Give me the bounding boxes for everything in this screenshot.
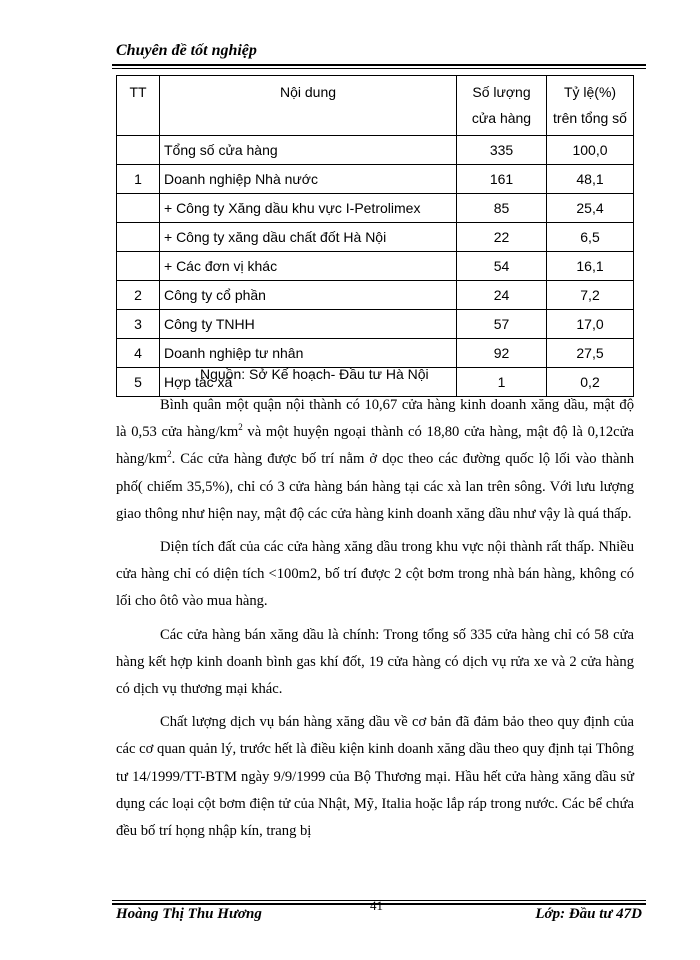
cell-tt: 1 [117,165,160,194]
table-header-row [117,76,634,136]
cell-content: + Các đơn vị khác [160,252,457,281]
paragraph-quality: Chất lượng dịch vụ bán hàng xăng dầu về cơ bản đã đảm bảo theo quy định của các cơ quan quản lý, trước hết là điều kiện kinh doanh xăng dầu theo quy định tại Thông tư 14/1999/TT-BTM ngày 9/9/1999 của Bộ Thương mại. Hầu hết cửa hàng xăng dầu sử dụng các loại cột bơm điện tử của Nhật, Mỹ, Italia hoặc lắp ráp trong nước. Các bể chứa đều bố trí họng nhập kín, trang bị [116,714,634,840]
superscript-2: 2 [238,422,243,433]
cell-content: Công ty cổ phần [160,281,457,310]
cell-tt [117,223,160,252]
cell-count: 161 [457,165,547,194]
cell-ratio: 7,2 [547,281,634,310]
cell-ratio: 48,1 [547,165,634,194]
cell-tt: 3 [117,310,160,339]
footer-author: Hoàng Thị Thu Hương [116,906,262,922]
table-row [117,310,634,339]
store-statistics-table [116,75,634,397]
table-row [117,136,634,165]
cell-content: Doanh nghiệp tư nhân [160,339,457,368]
cell-content: Công ty TNHH [160,310,457,339]
cell-ratio: 27,5 [547,339,634,368]
table-row [117,281,634,310]
table-row [117,194,634,223]
cell-count: 57 [457,310,547,339]
table-row [117,252,634,281]
cell-content: Tổng số cửa hàng [160,136,457,165]
cell-ratio: 6,5 [547,223,634,252]
table-body [117,136,634,397]
paragraph-land-area: Diện tích đất của các cửa hàng xăng dầu trong khu vực nội thành rất thấp. Nhiều cửa hàng chỉ có diện tích <100m2, bố trí được 2 cột bơm trong nhà bán hàng, không có lối cho ôtô vào mua hàng. [116,539,634,610]
cell-count: 22 [457,223,547,252]
footer-class: Lớp: Đầu tư 47D [535,906,642,922]
paragraph-services: Các cửa hàng bán xăng dầu là chính: Trong tổng số 335 cửa hàng chỉ có 58 cửa hàng kết hợp kinh doanh bình gas khí đốt, 19 cửa hàng có dịch vụ rửa xe và 2 cửa hàng có dịch vụ thương mại khác. [116,626,634,698]
cell-content: Doanh nghiệp Nhà nước [160,165,457,194]
header-ratio: Tỷ lệ(%) trên tổng số [547,76,634,136]
header-content: Nội dung [160,76,457,136]
cell-content: Hợp tác xã [160,368,457,397]
cell-tt: 5 [117,368,160,397]
header-rule [112,64,646,66]
cell-content: + Công ty xăng dầu chất đốt Hà Nội [160,223,457,252]
table-row [117,165,634,194]
cell-count: 1 [457,368,547,397]
cell-ratio: 16,1 [547,252,634,281]
cell-content: + Công ty Xăng dầu khu vực I-Petrolimex [160,194,457,223]
body-text [116,392,634,851]
cell-count: 24 [457,281,547,310]
page-number: 41 [370,898,383,913]
page-header-title: Chuyên đề tốt nghiệp [116,42,257,59]
cell-ratio: 100,0 [547,136,634,165]
cell-ratio: 0,2 [547,368,634,397]
table-row [117,339,634,368]
header-tt: TT [117,76,160,136]
header-count: Số lượng cửa hàng [457,76,547,136]
cell-tt [117,194,160,223]
paragraph-density [116,392,634,528]
cell-ratio: 17,0 [547,310,634,339]
cell-ratio: 25,4 [547,194,634,223]
superscript-2: 2 [167,449,172,460]
paragraph-density-part-b: và một huyện ngoại thành có 18,80 cửa hàng, mật độ là 0,12cửa hàng/km [116,424,634,468]
cell-tt [117,252,160,281]
paragraph-density-part-c: . Các cửa hàng được bố trí nằm ở dọc theo các đường quốc lộ lối vào thành phố( chiếm 35,5%), chỉ có 3 cửa hàng bán hàng tại các xà lan trên sông. Với lưu lượng giao thông như hiện nay, mật độ các cửa hàng kinh doanh xăng dầu như vậy là quá thấp. [116,451,634,522]
table-source-note: Nguồn: Sở Kế hoạch- Đầu tư Hà Nội [200,366,429,382]
cell-count: 92 [457,339,547,368]
cell-count: 54 [457,252,547,281]
cell-count: 85 [457,194,547,223]
header-rule-thin [112,68,646,69]
paragraph-density-part-a: Bình quân một quận nội thành có 10,67 cửa hàng kinh doanh xăng dầu, mật độ là 0,53 cửa hàng/km [116,397,634,441]
cell-count: 335 [457,136,547,165]
cell-tt: 2 [117,281,160,310]
table-row [117,223,634,252]
cell-tt [117,136,160,165]
cell-tt: 4 [117,339,160,368]
